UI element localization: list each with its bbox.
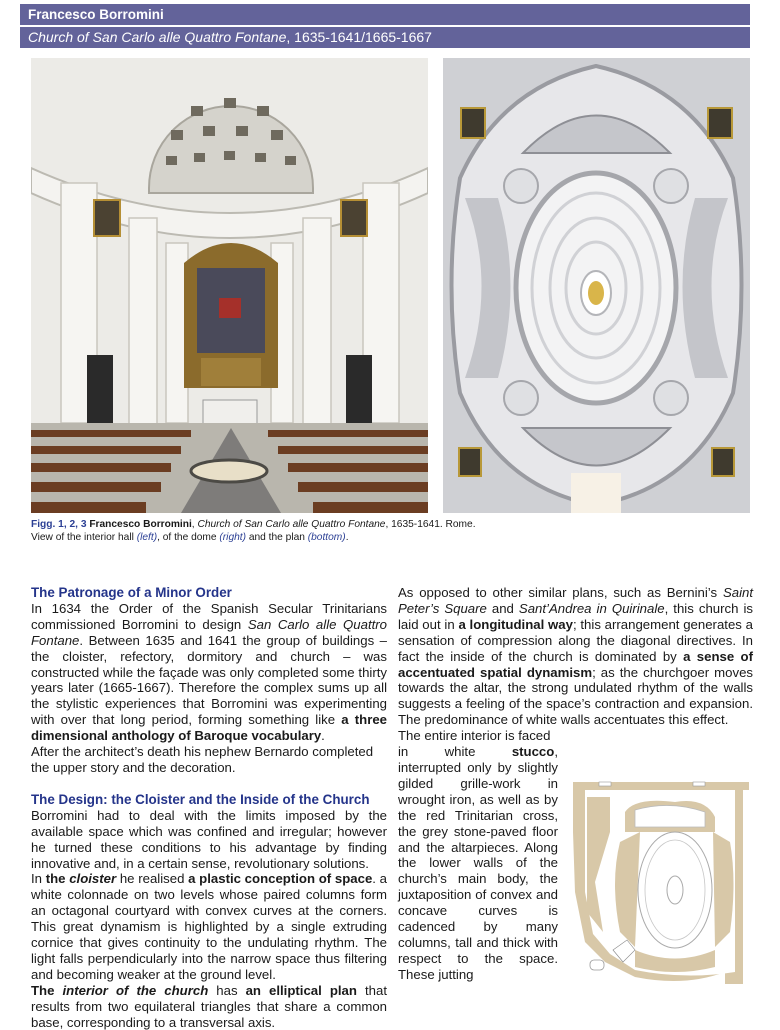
text: , this church is laid out in xyxy=(398,600,753,632)
caption-sep: , xyxy=(191,519,198,530)
text-italic: San Carlo alle Quattro Fontane xyxy=(31,616,387,648)
caption-text: and the plan xyxy=(246,532,308,543)
dome-photo xyxy=(443,58,750,513)
text: As opposed to other similar plans, such as Bernini’s xyxy=(398,585,723,600)
paragraph xyxy=(31,871,387,982)
text: ; this arrangement generates a sensation of compression along the diagonal directives. In fact the inside of the church is dominated by xyxy=(398,616,753,664)
text-bold: a sense of accentuated spatial dynamism xyxy=(398,648,753,680)
text-italic: Sant’Andrea in Quirinale xyxy=(518,600,665,616)
caption-line-2 xyxy=(31,531,731,544)
caption-title: Church of San Carlo alle Quattro Fontane xyxy=(197,519,386,530)
caption-line-1 xyxy=(31,518,731,531)
caption-left-ref: (left) xyxy=(136,532,158,543)
text-column-left xyxy=(31,585,387,1030)
caption-bottom-ref: (bottom) xyxy=(307,532,346,543)
text-italic: Saint Peter’s Square xyxy=(398,585,753,616)
section-heading-patronage: The Patronage of a Minor Order xyxy=(31,585,232,600)
text: that results from two equilateral triangles that share a common base, corresponding to a transversal axis. xyxy=(31,982,387,1030)
text-bold: a three dimensional anthology of Baroque vocabulary xyxy=(31,712,387,744)
church-plan-image xyxy=(565,772,757,994)
text: . a white colonnade on two levels whose paired columns form an octagonal courtyard with convex curves at the corners. This great dynamism is highlighted by a single extruding cornice that gives continuity to the undulating rhythm. The light falls perpendicularly into the narrow space thus filtering and becoming weaker at the ground level. xyxy=(31,871,387,982)
paragraph: Borromini had to deal with the limits imposed by the available space which was confined and irregular; however he turned these conditions to his advantage by finding innovative and, in a certain sense, revolutionary solutions. xyxy=(31,807,387,871)
caption-author: Francesco Borromini xyxy=(86,519,192,530)
author-name: Francesco Borromini xyxy=(28,7,164,22)
paragraph xyxy=(31,601,387,744)
text: has xyxy=(208,982,246,998)
caption-right-ref: (right) xyxy=(219,532,246,543)
text-bold: The xyxy=(31,982,63,998)
caption-dates: , 1635-1641. Rome. xyxy=(385,519,476,530)
text-bold-italic: cloister xyxy=(69,871,117,887)
paragraph xyxy=(31,983,387,1030)
text-bold: the xyxy=(45,871,70,887)
text-bold: a longitudinal way xyxy=(458,616,573,632)
interior-hall-photo xyxy=(31,58,428,513)
text: . xyxy=(321,728,325,744)
section-heading-design: The Design: the Cloister and the Inside of the Church xyxy=(31,791,370,807)
text: In 1634 the Order of the Spanish Secular Trinitarians commissioned Borromini to design xyxy=(31,600,387,632)
caption-text: . xyxy=(345,532,349,543)
text: ; as the churchgoer moves towards the altar, the strong undulated rhythm of the walls suggests a feeling of the space’s contraction and expansion. The predominance of white walls accentuates this effect. xyxy=(398,664,753,728)
text: In xyxy=(31,871,46,887)
work-title-header xyxy=(20,27,750,48)
text-bold: a plastic conception of space xyxy=(188,871,373,887)
text-bold: an elliptical plan xyxy=(245,982,357,998)
text-bold-italic: interior of the church xyxy=(62,982,209,998)
work-dates: , 1635-1641/1665-1667 xyxy=(286,29,432,45)
text: he realised xyxy=(116,871,189,887)
paragraph-intro: The entire interior is faced xyxy=(398,728,551,744)
caption-text: , of the dome xyxy=(157,532,220,543)
paragraph xyxy=(398,585,753,728)
text-bold: stucco xyxy=(511,744,555,760)
figure-caption xyxy=(31,518,731,544)
caption-fig-numbers: Figg. 1, 2, 3 xyxy=(31,519,87,530)
text: , interrupted only by slightly gilded grille-work in wrought iron, as well as by the red Trinitarian cross, the grey stone-paved floor and the altarpieces. Along the lower walls of the church’s main body, the juxtaposition of convex and concave curves is cadenced by many columns, tall and thick with respect to the space. These jutting xyxy=(398,744,558,982)
paragraph: After the architect’s death his nephew Bernardo completed the upper story and the decoration. xyxy=(31,744,374,775)
paragraph xyxy=(398,744,558,983)
text: and xyxy=(486,600,519,616)
caption-text: View of the interior hall xyxy=(31,532,137,543)
work-title: Church of San Carlo alle Quattro Fontane xyxy=(28,29,287,45)
author-header xyxy=(20,4,750,25)
text: . Between 1635 and 1641 the group of buildings – the cloister, refectory, dormitory and church – was constructed while the façade was only completed some thirty years later (1665-1667). Therefore the complex sums up all the stylistic experiences that Borromini was experimenting with over that long period, forming something like xyxy=(31,632,387,728)
text: in white xyxy=(398,744,512,760)
